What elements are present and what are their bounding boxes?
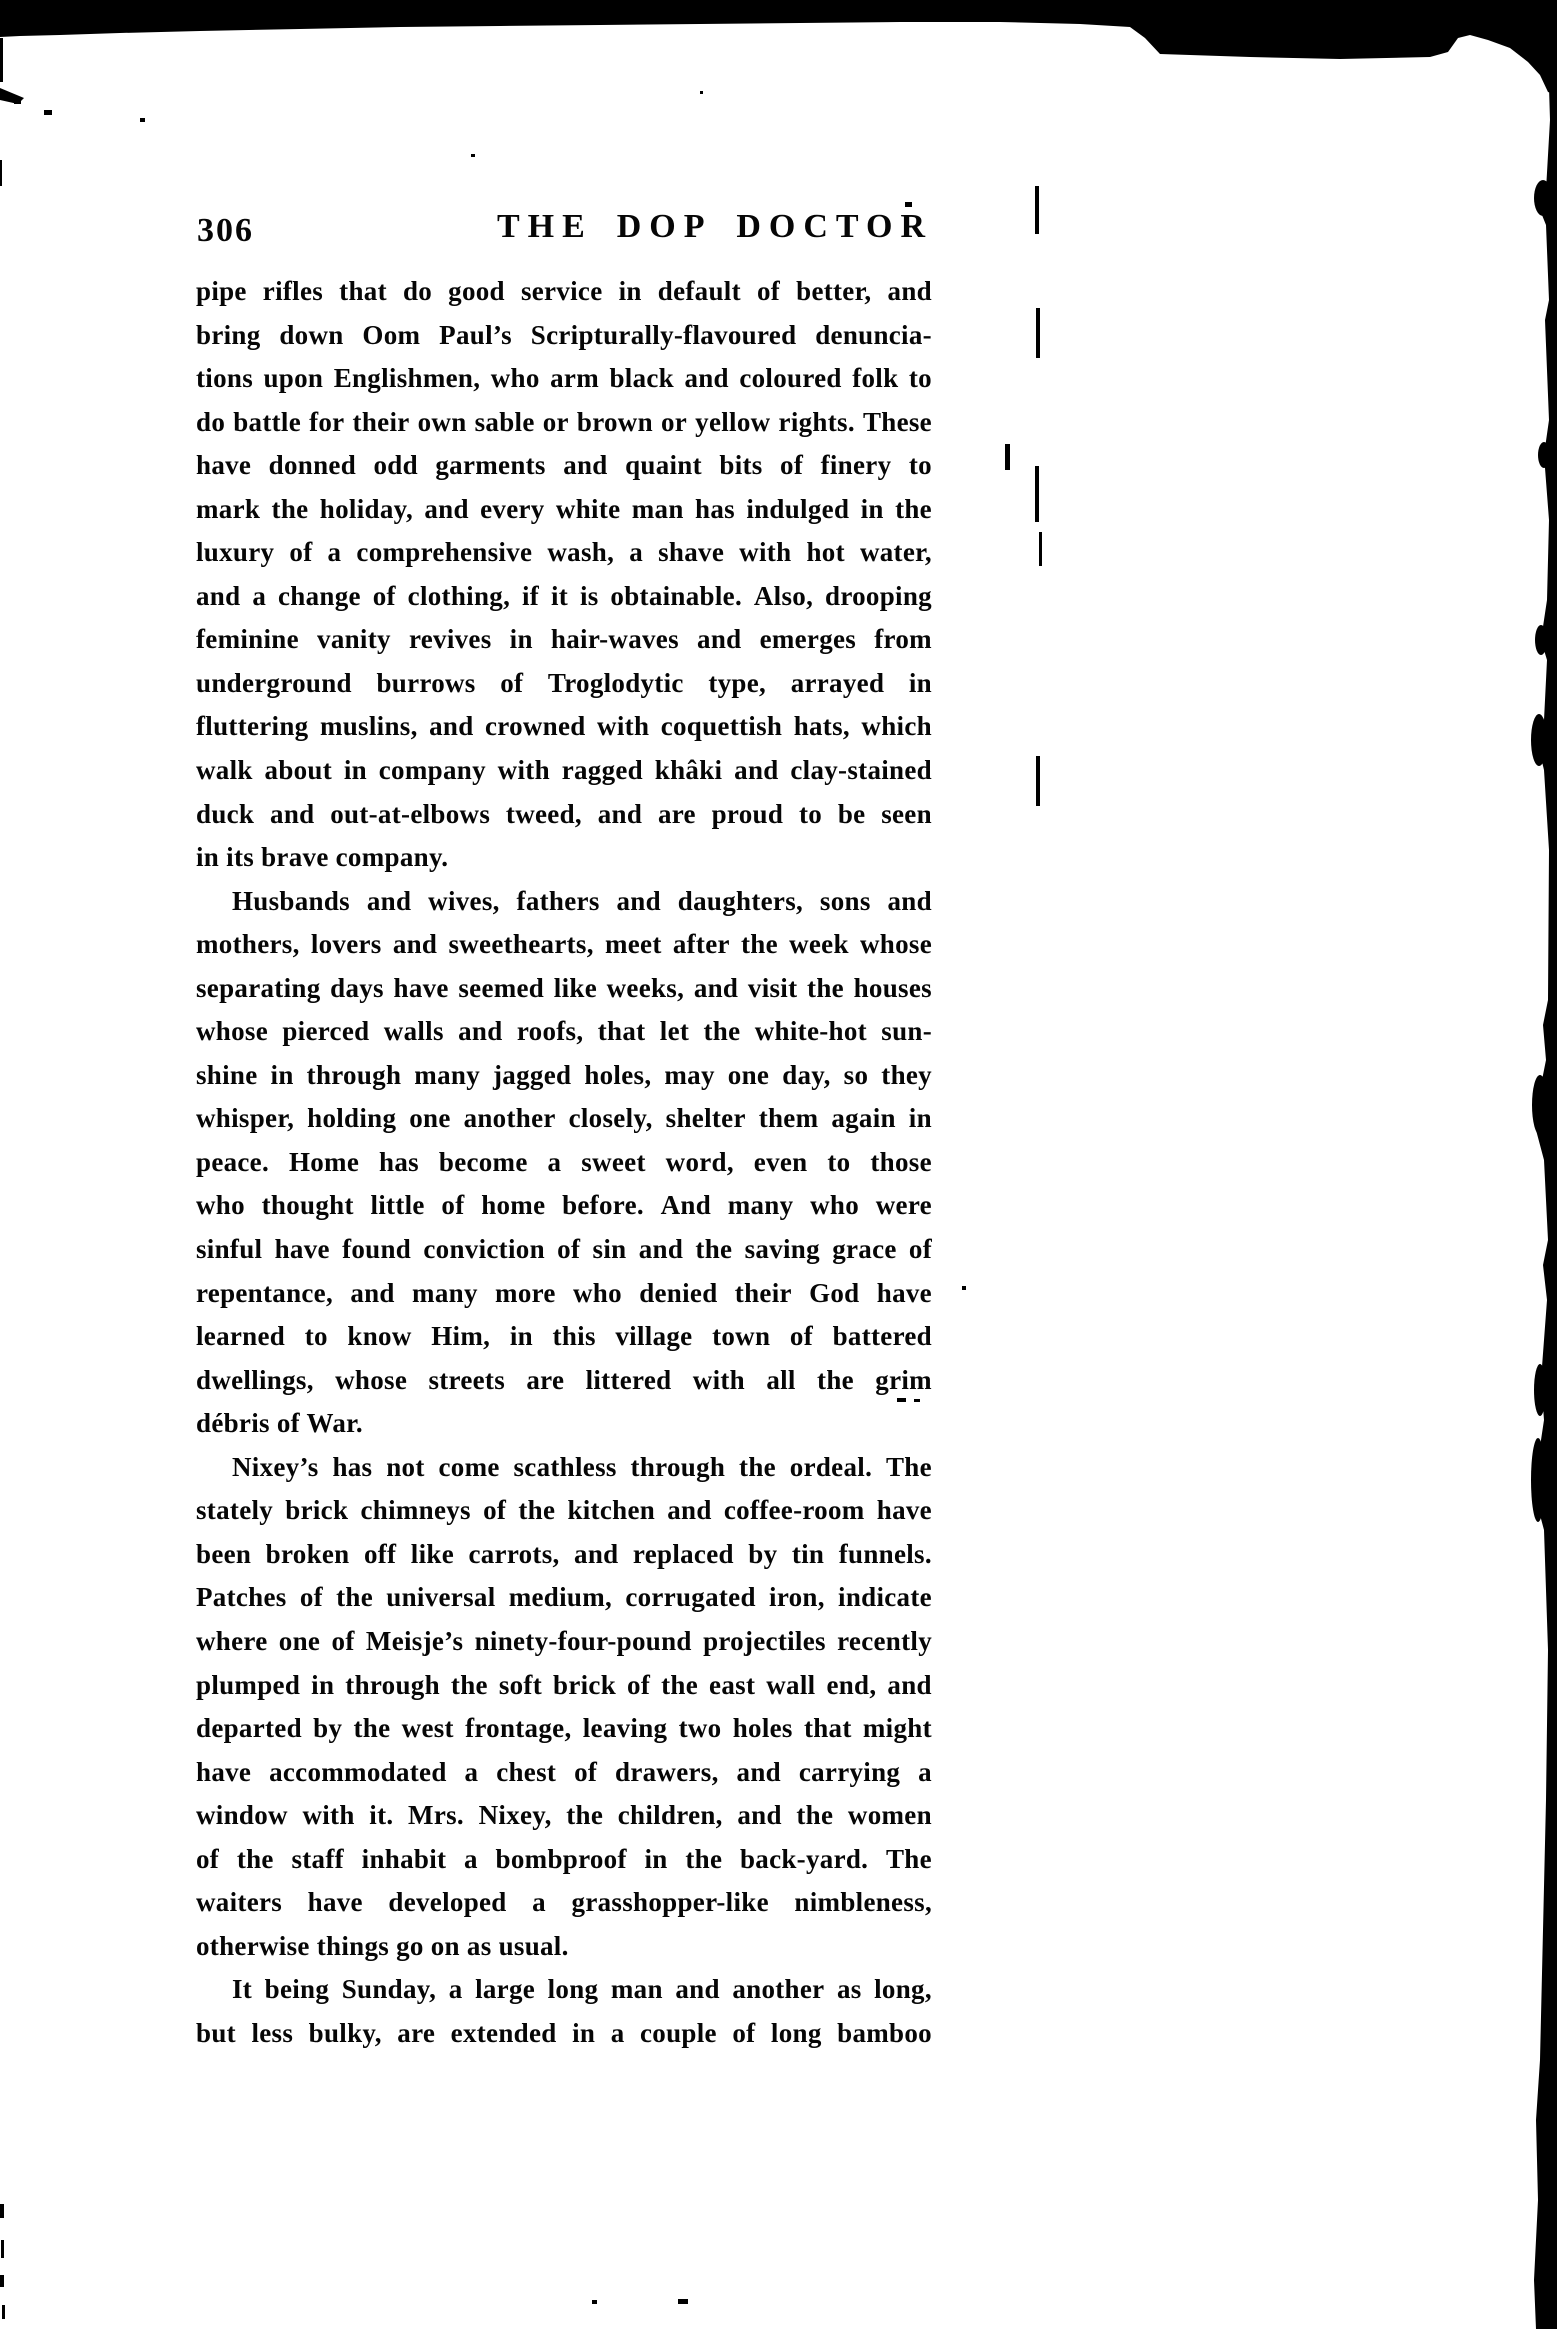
text-line: of the staff inhabit a bombproof in the back-yard. The xyxy=(196,1843,932,1874)
text-line: window with it. Mrs. Nixey, the children, and the women xyxy=(196,1800,932,1831)
text-line: in its brave company. xyxy=(196,842,449,873)
text-line: feminine vanity revives in hair-waves and emerges from xyxy=(196,624,932,655)
text-line: It being Sunday, a large long man and another as long, xyxy=(232,1974,932,2005)
text-line: shine in through many jagged holes, may one day, so they xyxy=(196,1059,932,1090)
text-line: débris of War. xyxy=(196,1408,363,1439)
text-line: tions upon Englishmen, who arm black and coloured folk to xyxy=(196,363,932,394)
running-title-word: THE xyxy=(497,208,593,245)
text-line: peace. Home has become a sweet word, even to those xyxy=(196,1146,932,1177)
text-line: underground burrows of Troglodytic type, arrayed in xyxy=(196,667,932,698)
text-line: duck and out-at-elbows tweed, and are proud to be seen xyxy=(196,798,932,829)
text-line: dwellings, whose streets are littered with all the grim xyxy=(196,1364,932,1395)
running-title-word: DOP xyxy=(616,208,713,245)
text-line: where one of Meisje’s ninety-four-pound projectiles recently xyxy=(196,1625,932,1656)
text-line: luxury of a comprehensive wash, a shave with hot water, xyxy=(196,537,932,568)
text-line: stately brick chimneys of the kitchen and coffee-room have xyxy=(196,1495,932,1526)
page-text xyxy=(196,270,932,2055)
text-line: do battle for their own sable or brown or yellow rights. These xyxy=(196,406,932,437)
text-line: mothers, lovers and sweethearts, meet after the week whose xyxy=(196,929,932,960)
text-line: pipe rifles that do good service in default of better, and xyxy=(196,276,932,306)
text-line: repentance, and many more who denied their God have xyxy=(196,1277,932,1308)
text-line: Nixey’s has not come scathless through the ordeal. The xyxy=(232,1451,932,1482)
text-line: plumped in through the soft brick of the east wall end, and xyxy=(196,1669,932,1700)
text-line: whose pierced walls and roofs, that let the white-hot sun- xyxy=(196,1016,932,1047)
text-line: who thought little of home before. And many who were xyxy=(196,1190,932,1221)
running-title-word: DOCTOR xyxy=(736,208,933,245)
text-line: have accommodated a chest of drawers, and carrying a xyxy=(196,1756,932,1787)
text-line: whisper, holding one another closely, shelter them again in xyxy=(196,1103,932,1134)
text-line: waiters have developed a grasshopper-like nimbleness, xyxy=(196,1887,932,1918)
paragraph xyxy=(196,1446,932,1969)
paragraph xyxy=(196,880,932,1446)
paragraph xyxy=(196,1968,932,2055)
text-line: departed by the west frontage, leaving two holes that might xyxy=(196,1713,932,1744)
text-line: separating days have seemed like weeks, and visit the houses xyxy=(196,972,932,1003)
page-number: 306 xyxy=(197,212,254,249)
text-line: mark the holiday, and every white man has indulged in the xyxy=(196,493,932,524)
text-line: and a change of clothing, if it is obtainable. Also, drooping xyxy=(196,580,932,611)
text-line: learned to know Him, in this village town of battered xyxy=(196,1321,932,1352)
text-line: walk about in company with ragged khâki and clay-stained xyxy=(196,755,932,786)
text-line: but less bulky, are extended in a couple of long bamboo xyxy=(196,2017,932,2048)
text-line: fluttering muslins, and crowned with coquettish hats, which xyxy=(196,711,932,742)
text-line: otherwise things go on as usual. xyxy=(196,1930,569,1961)
text-line: bring down Oom Paul’s Scripturally-flavoured denuncia- xyxy=(196,319,932,350)
text-line: have donned odd garments and quaint bits of finery to xyxy=(196,450,932,481)
paragraph xyxy=(196,270,932,880)
text-line: Patches of the universal medium, corrugated iron, indicate xyxy=(196,1582,932,1613)
running-title xyxy=(497,208,933,246)
text-line: Husbands and wives, fathers and daughters, sons and xyxy=(232,885,932,916)
text-line: been broken off like carrots, and replaced by tin funnels. xyxy=(196,1538,932,1569)
text-line: sinful have found conviction of sin and the saving grace of xyxy=(196,1234,932,1265)
